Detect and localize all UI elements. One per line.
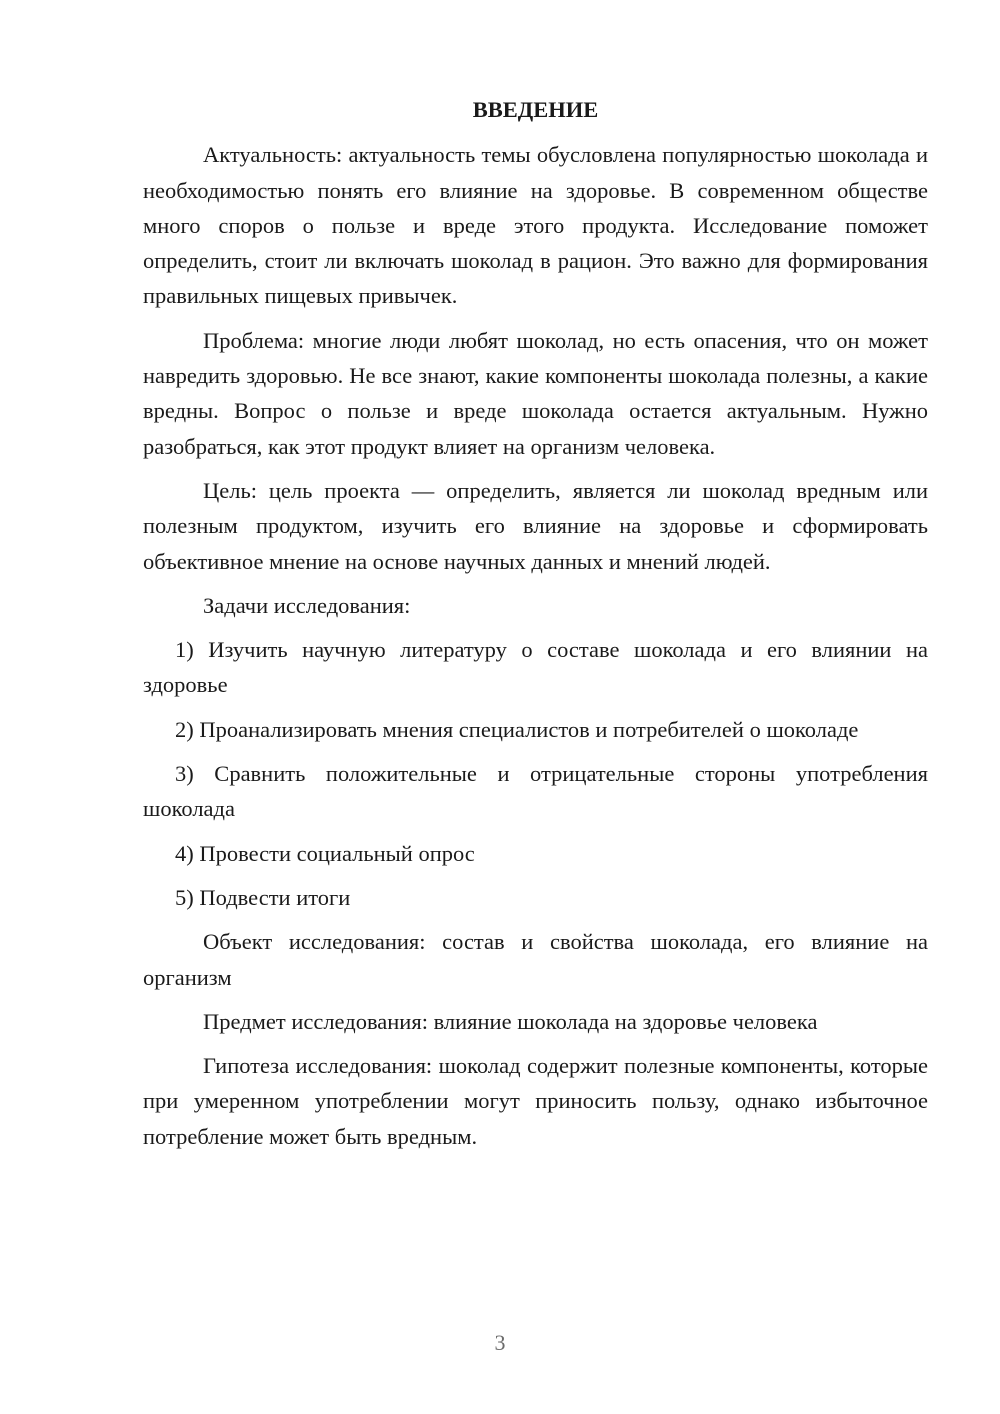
tasks-heading: Задачи исследования:	[203, 592, 411, 618]
task-item: 2) Проанализировать мнения специалистов и потребителей о шоколаде	[175, 716, 859, 742]
page-content	[143, 92, 928, 1163]
hypothesis-paragraph: Гипотеза исследования: шоколад содержит полезные компоненты, которые при умеренном употреблении могут приносить пользу, однако избыточное потребление может быть вредным.	[143, 1053, 928, 1149]
relevance-paragraph: Актуальность: актуальность темы обусловлена популярностью шоколада и необходимостью понять его влияние на здоровье. В современном обществе много споров о пользе и вреде этого продукта. Исследование поможет определить, стоит ли включать шоколад в рацион. Это важно для формирования правильных пищевых привычек.	[143, 142, 928, 309]
task-item: 4) Провести социальный опрос	[175, 840, 475, 866]
object-paragraph: Объект исследования: состав и свойства шоколада, его влияние на организм	[143, 929, 928, 990]
section-title: ВВЕДЕНИЕ	[472, 97, 599, 122]
task-item: 5) Подвести итоги	[175, 884, 351, 910]
subject-paragraph: Предмет исследования: влияние шоколада на здоровье человека	[203, 1008, 818, 1034]
task-item: 1) Изучить научную литературу о составе шоколада и его влиянии на здоровье	[143, 637, 928, 698]
task-item: 3) Сравнить положительные и отрицательные стороны употребления шоколада	[143, 761, 928, 822]
goal-paragraph: Цель: цель проекта — определить, является ли шоколад вредным или полезным продуктом, изучить его влияние на здоровье и сформировать объективное мнение на основе научных данных и мнений людей.	[143, 477, 928, 574]
page-number: 3	[494, 1330, 506, 1355]
problem-paragraph: Проблема: многие люди любят шоколад, но есть опасения, что он может навредить здоровью. Не все знают, какие компоненты шоколада полезны, а какие вредны. Вопрос о пользе и вреде шоколада остается актуальным. Нужно разобраться, как этот продукт влияет на организм человека.	[143, 327, 928, 459]
